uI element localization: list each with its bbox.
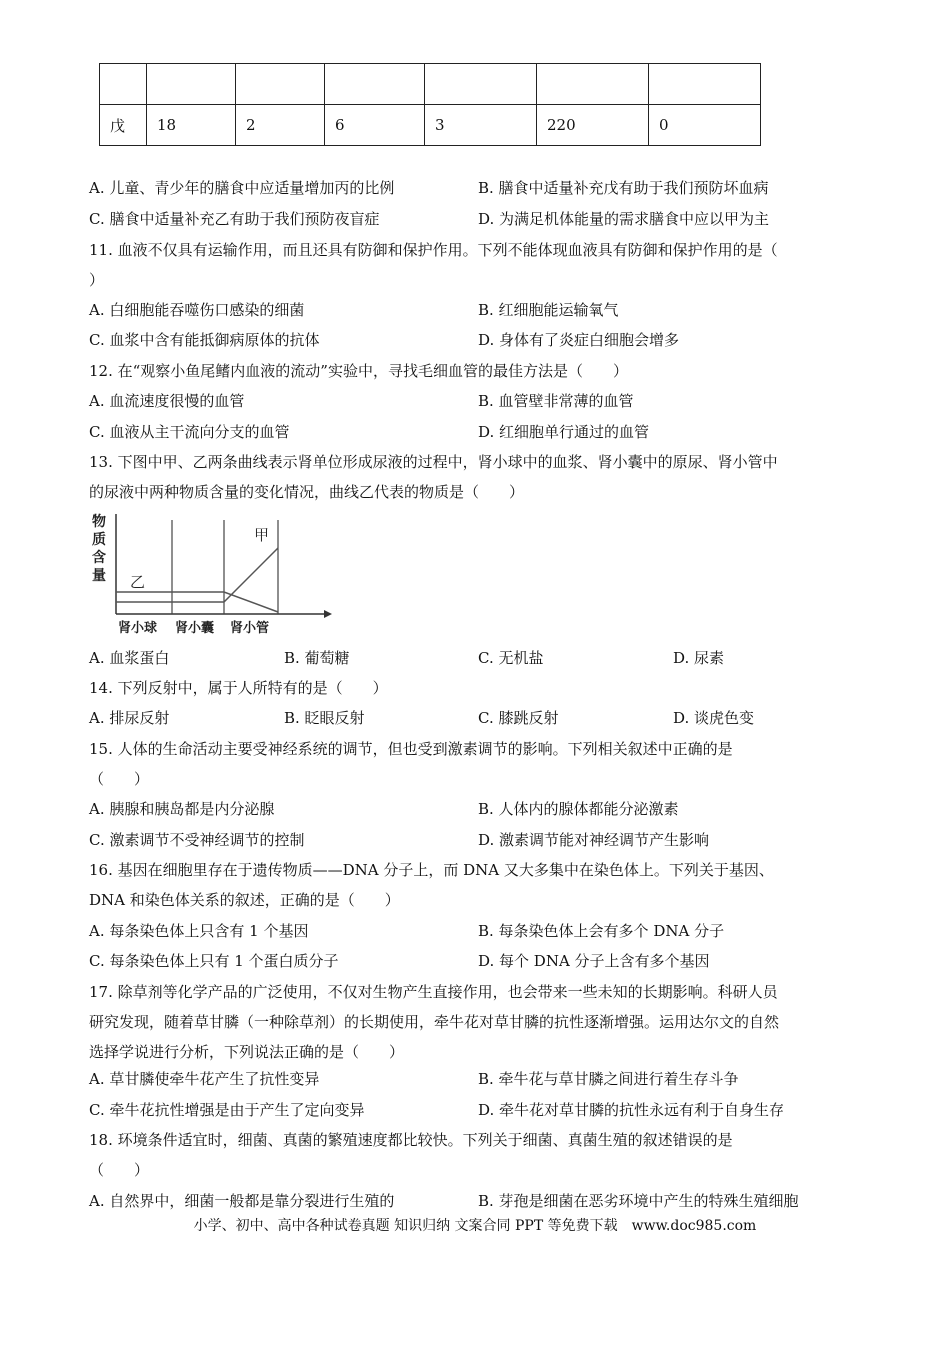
q16-option-b: B. 每条染色体上会有多个 DNA 分子 (478, 922, 725, 940)
q14-stem: 14. 下列反射中，属于人所特有的是（ ） (89, 679, 388, 697)
q15-option-b: B. 人体内的腺体都能分泌激素 (478, 800, 679, 818)
table-cell (325, 64, 425, 105)
q11-stem: 11. 血液不仅具有运输作用，而且还具有防御和保护作用。下列不能体现血液具有防御和保护作用的是（ (89, 241, 778, 259)
table-cell: 6 (325, 105, 425, 146)
curve-yi-label: 乙 (130, 573, 146, 591)
q17-option-a: A. 草甘膦使牵牛花产生了抗性变异 (89, 1070, 320, 1088)
q16-stem-cont: DNA 和染色体关系的叙述，正确的是（ ） (89, 891, 400, 909)
q15-option-a: A. 胰腺和胰岛都是内分泌腺 (89, 800, 275, 818)
q15-stem-cont: （ ） (89, 770, 150, 788)
q18-option-a: A. 自然界中，细菌一般都是靠分裂进行生殖的 (89, 1192, 395, 1210)
q11-stem-cont: ） (89, 271, 105, 289)
y-axis-char: 物 (92, 514, 106, 530)
q12-option-a: A. 血流速度很慢的血管 (89, 392, 245, 410)
q12-stem: 12. 在“观察小鱼尾鳍内血液的流动”实验中，寻找毛细血管的最佳方法是（ ） (89, 362, 628, 380)
q16-option-a: A. 每条染色体上只含有 1 个基因 (89, 922, 309, 940)
table-cell: 0 (649, 105, 761, 146)
q12-option-c: C. 血液从主干流向分支的血管 (89, 423, 290, 441)
table-row (100, 105, 761, 146)
q11-option-c: C. 血浆中含有能抵御病原体的抗体 (89, 331, 320, 349)
y-axis-char: 量 (92, 568, 106, 584)
q12-option-b: B. 血管壁非常薄的血管 (478, 392, 634, 410)
q17-option-b: B. 牵牛花与草甘膦之间进行着生存斗争 (478, 1070, 739, 1088)
table-row (100, 64, 761, 105)
q10-option-c: C. 膳食中适量补充乙有助于我们预防夜盲症 (89, 210, 380, 228)
x-axis-label-tubule: 肾小管 (230, 621, 270, 636)
kidney-figure (88, 512, 338, 638)
y-axis-label (92, 513, 106, 584)
q17-option-d: D. 牵牛花对草甘膦的抗性永远有利于自身生存 (478, 1101, 785, 1119)
q10-option-d: D. 为满足机体能量的需求膳食中应以甲为主 (478, 210, 770, 228)
q15-option-c: C. 激素调节不受神经调节的控制 (89, 831, 305, 849)
q16-stem: 16. 基因在细胞里存在于遗传物质——DNA 分子上，而 DNA 又大多集中在染色体上。下列关于基因、 (89, 861, 774, 879)
q17-stem-cont: 研究发现，随着草甘膦（一种除草剂）的长期使用，牵牛花对草甘膦的抗性逐渐增强。运用达尔文的自然 (89, 1013, 780, 1031)
nutrient-table (99, 63, 761, 146)
page-footer: 小学、初中、高中各种试卷真题 知识归纳 文案合同 PPT 等免费下载 www.doc985.com (193, 1218, 757, 1234)
table-cell (649, 64, 761, 105)
q16-option-d: D. 每个 DNA 分子上含有多个基因 (478, 952, 710, 970)
q11-option-d: D. 身体有了炎症白细胞会增多 (478, 331, 680, 349)
q13-option-a: A. 血浆蛋白 (89, 649, 170, 667)
q18-stem-cont: （ ） (89, 1161, 150, 1179)
curve-jia-label: 甲 (254, 526, 270, 544)
q14-option-a: A. 排尿反射 (89, 709, 170, 727)
q11-option-b: B. 红细胞能运输氧气 (478, 301, 619, 319)
q15-stem: 15. 人体的生命活动主要受神经系统的调节，但也受到激素调节的影响。下列相关叙述中正确的是 (89, 740, 733, 758)
y-axis-char: 含 (92, 550, 106, 566)
q17-stem: 17. 除草剂等化学产品的广泛使用，不仅对生物产生直接作用，也会带来一些未知的长期影响。科研人员 (89, 983, 778, 1001)
q13-option-b: B. 葡萄糖 (284, 649, 350, 667)
q16-option-c: C. 每条染色体上只有 1 个蛋白质分子 (89, 952, 339, 970)
table-cell: 3 (425, 105, 537, 146)
table-cell: 2 (236, 105, 325, 146)
x-axis-label-capsule: 肾小囊 (175, 621, 215, 636)
y-axis-char: 质 (92, 532, 106, 548)
table-cell: 戊 (100, 105, 147, 146)
q10-option-a: A. 儿童、青少年的膳食中应适量增加丙的比例 (89, 179, 395, 197)
q12-option-d: D. 红细胞单行通过的血管 (478, 423, 650, 441)
table-cell (236, 64, 325, 105)
q14-option-c: C. 膝跳反射 (478, 709, 559, 727)
x-axis-label-glomerulus: 肾小球 (118, 621, 158, 636)
x-axis-arrow (324, 610, 332, 618)
table-cell: 18 (147, 105, 236, 146)
q17-stem-cont: 选择学说进行分析，下列说法正确的是（ ） (89, 1043, 405, 1061)
q14-option-b: B. 眨眼反射 (284, 709, 365, 727)
q18-option-b: B. 芽孢是细菌在恶劣环境中产生的特殊生殖细胞 (478, 1192, 799, 1210)
q17-option-c: C. 牵牛花抗性增强是由于产生了定向变异 (89, 1101, 365, 1119)
q11-option-a: A. 白细胞能吞噬伤口感染的细菌 (89, 301, 305, 319)
q13-stem-cont: 的尿液中两种物质含量的变化情况，曲线乙代表的物质是（ ） (89, 483, 525, 501)
q13-stem: 13. 下图中甲、乙两条曲线表示肾单位形成尿液的过程中，肾小球中的血浆、肾小囊中的原尿、肾小管中 (89, 453, 778, 471)
q14-option-d: D. 谈虎色变 (673, 709, 755, 727)
q18-stem: 18. 环境条件适宜时，细菌、真菌的繁殖速度都比较快。下列关于细菌、真菌生殖的叙述错误的是 (89, 1131, 733, 1149)
table-cell (537, 64, 649, 105)
table-cell (425, 64, 537, 105)
q10-option-b: B. 膳食中适量补充戊有助于我们预防坏血病 (478, 179, 769, 197)
table-cell (100, 64, 147, 105)
q13-option-c: C. 无机盐 (478, 649, 544, 667)
table-cell: 220 (537, 105, 649, 146)
table-cell (147, 64, 236, 105)
q13-option-d: D. 尿素 (673, 649, 725, 667)
q15-option-d: D. 激素调节能对神经调节产生影响 (478, 831, 710, 849)
